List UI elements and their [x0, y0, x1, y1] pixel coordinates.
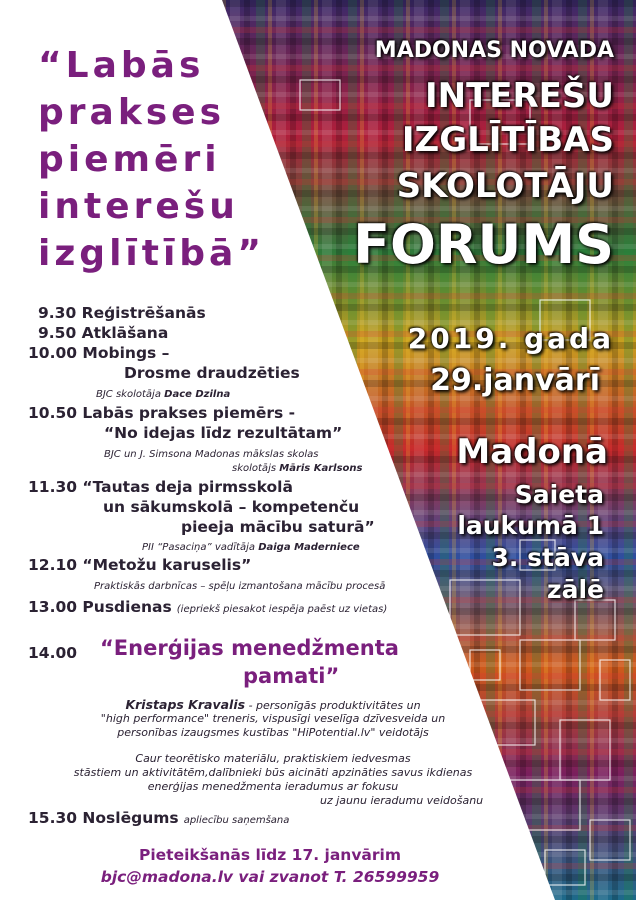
- schedule-item-good-practice: 10.50 Labās prakses piemērs -: [28, 404, 296, 422]
- contact-info: bjc@madona.lv vai zvanot T. 26599959: [100, 868, 440, 886]
- title-line: interešu: [38, 186, 239, 227]
- schedule-item-lunch: 13.00 Pusdienas (iepriekš piesakot iespēja paēst uz vietas): [28, 598, 388, 616]
- title-line: izglītībā”: [38, 233, 266, 274]
- title-line: “Labās: [38, 45, 205, 86]
- schedule-item-methods: 12.10 “Metožu karuselis”: [28, 556, 252, 574]
- session-description: Caur teorētisko materiālu, praktiskiem iedvesmas: [135, 752, 411, 765]
- schedule-item-good-practice-title: “No idejas līdz rezultātam”: [104, 424, 343, 442]
- header-line-4: SKOLOTĀJU: [396, 166, 614, 206]
- speaker-bio-line: personības izaugsmes kustības "HiPotential.lv" veidotājs: [117, 726, 429, 739]
- title-line: piemēri: [38, 139, 221, 180]
- schedule-item-opening: 9.50 Atklāšana: [38, 324, 169, 342]
- schedule-item-mobings-title: Drosme draudzēties: [124, 364, 300, 382]
- schedule-item-dance-line-2: un sākumskolā – kompetenču: [103, 498, 360, 516]
- session-description-line: uz jaunu ieradumu veidošanu: [320, 794, 484, 807]
- schedule-item-mobings: 10.00 Mobings –: [28, 344, 170, 362]
- schedule-item-closing: 15.30 Noslēgums apliecību saņemšana: [28, 809, 290, 827]
- event-title: [38, 42, 265, 277]
- speaker-bio-line: "high performance" treneris, vispusīgi veselīga dzīvesveida un: [100, 712, 446, 725]
- registration-deadline: Pieteikšanās līdz 17. janvārim: [138, 846, 401, 864]
- speaker-note: BJC skolotāja Dace Dzilna: [96, 389, 231, 400]
- speaker-bio: Kristaps Kravalis - personīgās produktivitātes un: [125, 697, 421, 712]
- schedule-item-energy: “Enerģijas menedžmenta: [100, 636, 399, 660]
- title-line: prakses: [38, 92, 226, 133]
- place-line-5: zālē: [547, 575, 604, 604]
- header-forums: FORUMS: [353, 213, 614, 276]
- place-line-4: 3. stāva: [491, 543, 604, 572]
- session-description-line: stāstiem un aktivitātēm,dalībnieki būs aicināti apzināties savus ikdienas: [73, 766, 473, 779]
- place-line-3: laukumā 1: [457, 511, 604, 540]
- place-line-2: Saieta: [514, 480, 604, 509]
- header-line-2: INTEREŠU: [424, 76, 614, 116]
- speaker-note: PII “Pasaciņa” vadītāja Daiga Maderniece: [142, 542, 360, 553]
- header-line-1: MADONAS NOVADA: [374, 38, 614, 63]
- place-city: Madonā: [456, 432, 608, 472]
- speaker-note: skolotājs Māris Karlsons: [232, 463, 363, 474]
- workshop-note: Praktiskās darbnīcas – spēļu izmantošana mācību procesā: [94, 581, 386, 592]
- schedule-item-dance: 11.30 “Tautas deja pirmsskolā: [28, 478, 293, 496]
- speaker-note: BJC un J. Simsona Madonas mākslas skolas: [104, 449, 319, 460]
- schedule-item-energy-line-2: pamati”: [243, 664, 340, 688]
- schedule-time-energy: 14.00: [28, 644, 78, 662]
- date-line-1: 2019. gada: [407, 322, 614, 355]
- schedule-item-registration: 9.30 Reģistrēšanās: [38, 304, 206, 322]
- header-line-3: IZGLĪTĪBAS: [401, 120, 614, 160]
- schedule-item-dance-line-3: pieeja mācību saturā”: [181, 518, 375, 536]
- session-description-line: enerģijas menedžmenta ieradumus ar fokusu: [147, 780, 399, 793]
- date-line-2: 29.janvārī: [430, 363, 600, 398]
